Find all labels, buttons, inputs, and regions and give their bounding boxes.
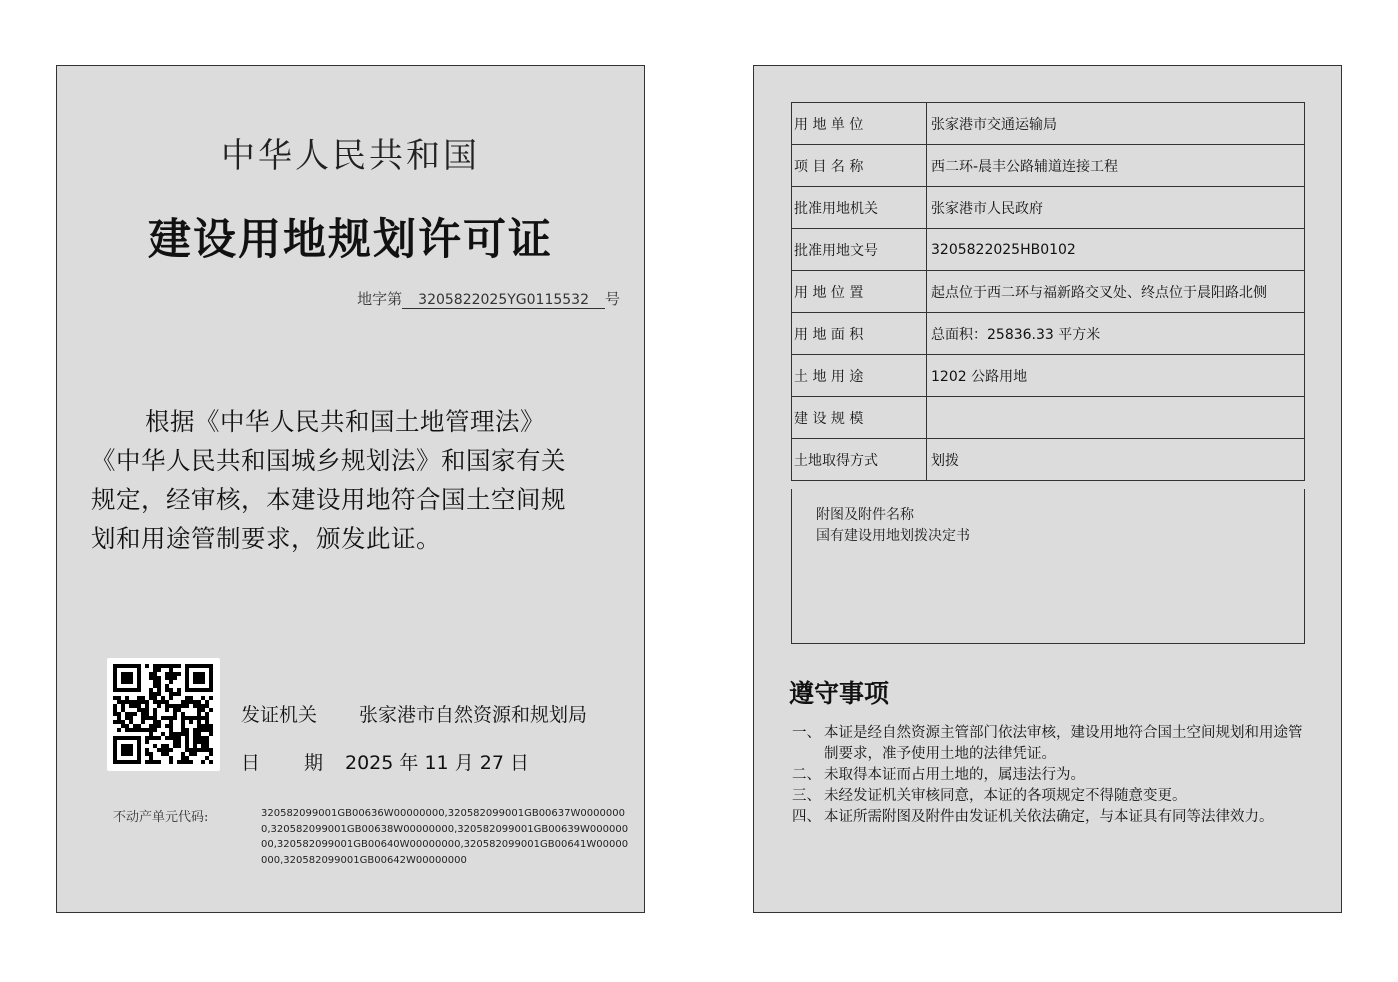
row-label: 土地取得方式 xyxy=(792,439,927,481)
land-info-table xyxy=(791,102,1305,481)
list-item xyxy=(792,723,1312,765)
certificate-number: 3205822025YG0115532 xyxy=(402,292,605,309)
list-item xyxy=(792,786,1312,807)
row-value: 划拨 xyxy=(927,439,1305,481)
table-row xyxy=(792,229,1305,271)
list-item xyxy=(792,807,1312,828)
row-value: 起点位于西二环与福新路交叉处、终点位于晨阳路北侧 xyxy=(927,271,1305,313)
date-year-unit: 年 xyxy=(399,752,419,774)
notice-title: 遵守事项 xyxy=(789,679,890,708)
row-value: 西二环-晨丰公路辅道连接工程 xyxy=(927,145,1305,187)
certificate-body xyxy=(91,402,616,558)
notice-text: 本证所需附图及附件由发证机关依法确定，与本证具有同等法律效力。 xyxy=(824,809,1274,825)
row-label: 批准用地机关 xyxy=(792,187,927,229)
list-item xyxy=(792,765,1312,786)
certificate-left-page xyxy=(56,65,645,913)
issuer-row xyxy=(241,700,587,727)
notice-mark: 一、 xyxy=(792,725,821,741)
attachments-value: 国有建设用地划拨决定书 xyxy=(816,528,970,544)
body-line: 根据《中华人民共和国土地管理法》 xyxy=(145,407,545,436)
notice-mark: 三、 xyxy=(792,788,821,804)
row-label: 用 地 位 置 xyxy=(792,271,927,313)
row-label: 土 地 用 途 xyxy=(792,355,927,397)
table-row xyxy=(792,103,1305,145)
notice-mark: 二、 xyxy=(792,767,821,783)
table-row xyxy=(792,397,1305,439)
row-value: 3205822025HB0102 xyxy=(927,229,1305,271)
notice-text: 未取得本证而占用土地的，属违法行为。 xyxy=(824,767,1085,783)
unit-code-label: 不动产单元代码: xyxy=(113,810,209,825)
issuer-label: 发证机关 xyxy=(241,704,318,726)
date-label-char: 期 xyxy=(304,752,324,774)
notice-text: 未经发证机关审核同意，本证的各项规定不得随意变更。 xyxy=(824,788,1187,804)
row-value: 张家港市人民政府 xyxy=(927,187,1305,229)
issue-date-row xyxy=(241,748,529,775)
date-label xyxy=(241,748,345,775)
number-prefix: 地字第 xyxy=(357,290,403,308)
table-row xyxy=(792,271,1305,313)
qr-code-icon xyxy=(107,658,220,771)
table-row xyxy=(792,439,1305,481)
number-suffix: 号 xyxy=(604,290,620,308)
row-label: 用 地 面 积 xyxy=(792,313,927,355)
body-line: 划和用途管制要求，颁发此证。 xyxy=(91,524,441,553)
row-label: 批准用地文号 xyxy=(792,229,927,271)
table-row xyxy=(792,313,1305,355)
unit-codes: 320582099001GB00636W00000000,320582099001GB00637W00000000,320582099001GB00638W00000000,320582099001GB00639W00000000,320582099001GB00640W00000000,320582099001GB00641W00000000,320582099001GB00642W00000000 xyxy=(261,808,629,866)
certificate-right-page xyxy=(753,65,1342,913)
table-row xyxy=(792,355,1305,397)
row-label: 项 目 名 称 xyxy=(792,145,927,187)
attachments-label: 附图及附件名称 xyxy=(816,507,914,523)
attachments-box xyxy=(791,489,1305,644)
country-name: 中华人民共和国 xyxy=(221,136,480,176)
certificate-number-line xyxy=(357,288,620,309)
row-value: 张家港市交通运输局 xyxy=(927,103,1305,145)
date-day: 27 xyxy=(479,752,504,774)
qr-code-graphic xyxy=(107,658,220,771)
notice-text: 本证是经自然资源主管部门依法审核，建设用地符合国土空间规划和用途管制要求，准予使用土地的法律凭证。 xyxy=(824,725,1303,762)
notice-mark: 四、 xyxy=(792,809,821,825)
certificate-title: 建设用地规划许可证 xyxy=(148,215,553,265)
date-label-char: 日 xyxy=(241,752,261,774)
row-value: 1202 公路用地 xyxy=(927,355,1305,397)
issuer-name: 张家港市自然资源和规划局 xyxy=(359,704,588,726)
row-label: 用 地 单 位 xyxy=(792,103,927,145)
date-month-unit: 月 xyxy=(454,752,474,774)
row-label: 建 设 规 模 xyxy=(792,397,927,439)
date-year: 2025 xyxy=(345,752,394,774)
table-row xyxy=(792,145,1305,187)
row-value: 总面积：25836.33 平方米 xyxy=(927,313,1305,355)
table-row xyxy=(792,187,1305,229)
notice-list xyxy=(792,723,1312,828)
date-month: 11 xyxy=(424,752,449,774)
body-line: 《中华人民共和国城乡规划法》和国家有关 xyxy=(91,446,566,475)
date-day-unit: 日 xyxy=(510,752,530,774)
body-line: 规定，经审核，本建设用地符合国土空间规 xyxy=(91,485,566,514)
row-value xyxy=(927,397,1305,439)
